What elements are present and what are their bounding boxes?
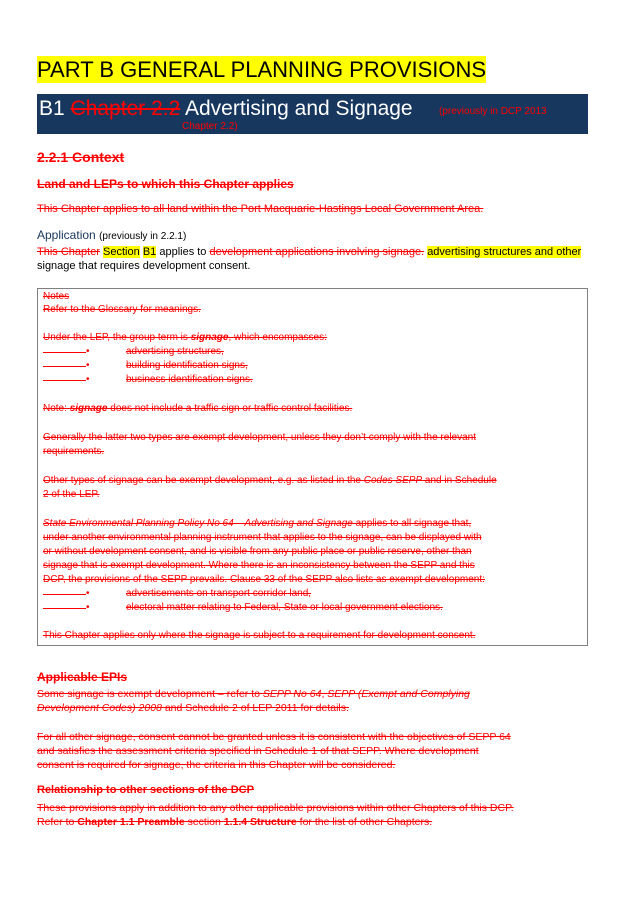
notes-sepp-3: or without development consent, and is visible from any public place or public reserve, other than (43, 546, 472, 557)
notes-sepp-1: State Environmental Planning Policy No 64 – Advertising and Signage applies to all signage that, (43, 518, 472, 529)
list-item: business identification signs. (126, 374, 253, 385)
relationship-heading: Relationship to other sections of the DCP (37, 784, 254, 796)
notes-sepp-5: DCP, the provisions of the SEPP prevails. Clause 33 of the SEPP also lists as exempt development: (43, 574, 485, 585)
bullet-leader (43, 594, 86, 595)
land-text: This Chapter applies to all land within the Port Macquarie-Hastings Local Government Area. (37, 203, 484, 215)
bullet-dot: • (86, 374, 90, 385)
bullet-leader (43, 352, 86, 353)
application-heading-text: Application (37, 228, 96, 242)
list-item: advertisements on transport corridor land, (126, 588, 312, 599)
notes-sepp-4: signage that is exempt development. Where there is an inconsistency between the SEPP and this (43, 560, 475, 571)
notes-heading: Notes (43, 291, 70, 302)
notes-other-2: 2 of the LEP. (43, 489, 100, 500)
app-del-dev-apps: development applications involving signage. (209, 246, 425, 258)
bullet-leader (43, 380, 86, 381)
context-heading: 2.2.1 Context (37, 149, 125, 165)
banner-previously-2: Chapter 2.2) (182, 121, 238, 132)
notes-generally-1: Generally the latter two types are exempt development, unless they don’t comply with the relevant (43, 432, 477, 443)
part-title: PART B GENERAL PLANNING PROVISIONS (37, 57, 487, 82)
app-ins-advertising: advertising structures and other (427, 246, 582, 258)
bullet-dot: • (86, 588, 90, 599)
notes-generally-2: requirements. (43, 446, 105, 457)
notes-final: This Chapter applies only where the signage is subject to a requirement for development consent. (43, 630, 476, 641)
land-heading: Land and LEPs to which this Chapter applies (37, 177, 294, 191)
bullet-dot: • (86, 360, 90, 371)
list-item: advertising structures, (126, 346, 224, 357)
application-text: This Chapter Section B1 applies to development applications involving signage. advertising structures and other signage that requires development consent. (37, 246, 582, 272)
section-banner (37, 94, 588, 134)
banner-b1: B1 (39, 97, 71, 120)
notes-under-lep: Under the LEP, the group term is signage, which encompasses: (43, 332, 327, 343)
bullet-leader (43, 366, 86, 367)
bullet-dot: • (86, 602, 90, 613)
epis-p2-2: and satisfies the assessment criteria specified in Schedule 1 of that SEPP. Where development (37, 745, 479, 757)
banner-deleted-chapter: Chapter 2.2 (70, 97, 181, 120)
epis-line-1: Some signage is exempt development – refer to SEPP No 64, SEPP (Exempt and Complying (37, 688, 470, 700)
notes-other-1: Other types of signage can be exempt development, e.g. as listed in the Codes SEPP and in Schedule (43, 475, 497, 486)
application-previously: (previously in 2.2.1) (99, 231, 187, 242)
app-ins-section: Section (103, 246, 140, 258)
banner-title (39, 97, 413, 121)
notes-refer: Refer to the Glossary for meanings. (43, 304, 201, 315)
app-del-this-chapter: This Chapter (37, 246, 100, 258)
epis-heading: Applicable EPIs (37, 670, 128, 684)
relationship-line-2: Refer to Chapter 1.1 Preamble section 1.1.4 Structure for the list of other Chapters. (37, 816, 433, 828)
banner-previously-1: (previously in DCP 2013 (439, 106, 547, 117)
app-ins-b1: B1 (142, 246, 157, 258)
relationship-line-1: These provisions apply in addition to any other applicable provisions within other Chapters of this DCP. (37, 802, 514, 814)
epis-p2-3: consent is required for signage, the criteria in this Chapter will be considered. (37, 759, 396, 771)
bullet-dot: • (86, 346, 90, 357)
notes-box (37, 288, 588, 646)
list-item: building identification signs, (126, 360, 248, 371)
bullet-leader (43, 608, 86, 609)
epis-line-2: Development Codes) 2008 and Schedule 2 of LEP 2011 for details. (37, 702, 349, 714)
notes-sepp-2: under another environmental planning instrument that applies to the signage, can be displayed with (43, 532, 482, 543)
list-item: electoral matter relating to Federal, State or local government elections. (126, 602, 443, 613)
notes-note: Note: signage does not include a traffic sign or traffic control facilities. (43, 403, 353, 414)
banner-title-text: Advertising and Signage (180, 97, 413, 120)
epis-p2-1: For all other signage, consent cannot be granted unless it is consistent with the objectives of SEPP 64 (37, 731, 511, 743)
application-heading (37, 228, 186, 242)
